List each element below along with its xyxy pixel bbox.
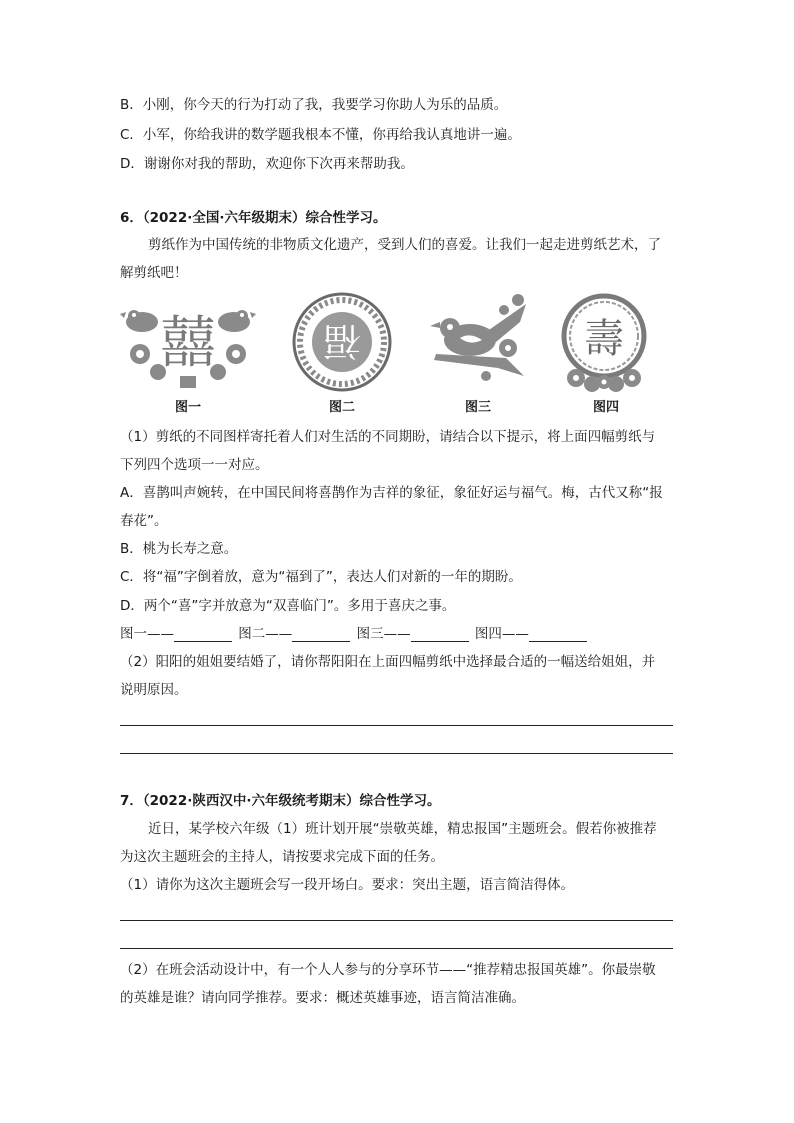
figure-3-caption: 图三	[464, 400, 491, 415]
question-7-intro-line2: 为这次主题班会的主持人，请按要求完成下面的任务。	[120, 849, 444, 865]
match-blank-1[interactable]	[174, 625, 232, 642]
question-6-part1-line1: （1）剪纸的不同图样寄托着人们对生活的不同期盼，请结合以下提示，将上面四幅剪纸与	[120, 429, 656, 445]
question-7-intro-line1: 近日，某学校六年级（1）班计划开展“崇敬英雄，精忠报国”主题班会。假若你被推荐	[148, 821, 657, 837]
figure-3	[426, 292, 562, 415]
figure-4	[554, 292, 690, 415]
figure-4-caption: 图四	[592, 400, 619, 415]
match-blank-4[interactable]	[529, 625, 587, 642]
question-6-intro-line2: 解剪纸吧！	[120, 265, 188, 281]
match-answer-row	[120, 622, 589, 644]
option-c-fu: C．将“福”字倒着放，意为“福到了”，表达人们对新的一年的期盼。	[120, 569, 522, 585]
figure-2	[290, 292, 426, 415]
answer-line-6-1[interactable]	[120, 725, 673, 726]
longevity-peach-papercut-icon	[554, 292, 658, 392]
match-label-4: 图四——	[474, 626, 529, 642]
question-6-header: 6．（2022·全国·六年级期末）综合性学习。	[120, 210, 387, 226]
option-a-line2: 春花”。	[120, 513, 168, 529]
question-6-part2-line1: （2）阳阳的姐姐要结婚了，请你帮阳阳在上面四幅剪纸中选择最合适的一幅送给姐姐，并	[120, 654, 656, 670]
question-7-part2-line2: 的英雄是谁？请向同学推荐。要求：概述英雄事迹，语言简洁准确。	[120, 990, 525, 1006]
option-c: C．小军，你给我讲的数学题我根本不懂，你再给我认真地讲一遍。	[120, 127, 521, 143]
option-b-peach: B．桃为长寿之意。	[120, 541, 238, 557]
question-6-part2-line2: 说明原因。	[120, 682, 188, 698]
question-6-intro-line1: 剪纸作为中国传统的非物质文化遗产，受到人们的喜爱。让我们一起走进剪纸艺术，了	[148, 237, 661, 253]
answer-line-7-2[interactable]	[120, 948, 673, 949]
question-7-header: 7．（2022·陕西汉中·六年级统考期末）综合性学习。	[120, 793, 441, 809]
upside-down-fu-papercut-icon	[290, 292, 394, 392]
answer-line-6-2[interactable]	[120, 753, 673, 754]
papercut-figures	[120, 292, 680, 415]
svg-text:囍: 囍	[160, 311, 216, 376]
option-d-xi: D．两个“喜”字并放意为“双喜临门”。多用于喜庆之事。	[120, 598, 456, 614]
magpie-plum-papercut-icon	[426, 292, 530, 392]
question-7-part1: （1）请你为这次主题班会写一段开场白。要求：突出主题，语言简洁得体。	[120, 877, 575, 893]
question-7-part2-line1: （2）在班会活动设计中，有一个人人参与的分享环节——“推荐精忠报国英雄”。你最崇敬	[120, 962, 656, 978]
option-d: D．谢谢你对我的帮助，欢迎你下次再来帮助我。	[120, 156, 414, 172]
option-b: B．小刚，你今天的行为打动了我，我要学习你助人为乐的品质。	[120, 97, 508, 113]
match-blank-2[interactable]	[292, 625, 350, 642]
option-a-line1: A．喜鹊叫声婉转，在中国民间将喜鹊作为吉祥的象征，象征好运与福气。梅，古代又称“报	[120, 485, 663, 501]
svg-text:壽: 壽	[584, 316, 624, 362]
double-happiness-magpie-papercut-icon	[120, 292, 256, 392]
match-blank-3[interactable]	[411, 625, 469, 642]
figure-1	[120, 292, 256, 415]
svg-text:福: 福	[322, 319, 362, 363]
match-label-1: 图一——	[120, 626, 174, 642]
figure-2-caption: 图二	[328, 400, 355, 415]
match-label-2: 图二——	[238, 626, 293, 642]
answer-line-7-1[interactable]	[120, 920, 673, 921]
question-6-part1-line2: 下列四个选项一一对应。	[120, 457, 269, 473]
match-label-3: 图三——	[356, 626, 411, 642]
figure-1-caption: 图一	[174, 400, 201, 415]
